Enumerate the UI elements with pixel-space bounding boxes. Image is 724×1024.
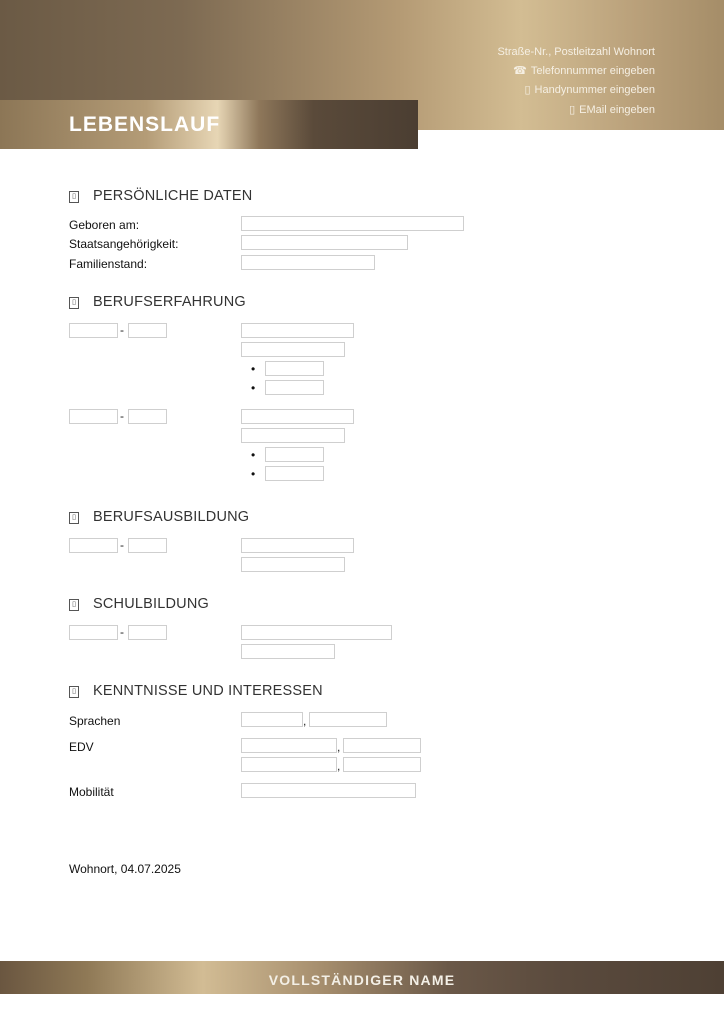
email-icon: ▯ (569, 104, 576, 116)
school-name-field[interactable] (241, 644, 335, 659)
contact-mobile-text[interactable]: Handynummer eingeben (534, 84, 655, 96)
experience-2-task-1-field[interactable] (265, 447, 324, 462)
training-end-field[interactable] (128, 538, 167, 553)
section-title-experience: BERUFSERFAHRUNG (93, 294, 246, 310)
contact-phone (513, 64, 655, 77)
nationality-field[interactable] (241, 235, 408, 250)
mobility-label: Mobilität (69, 785, 114, 799)
contact-phone-text[interactable]: Telefonnummer eingeben (530, 65, 655, 77)
experience-2-company-field[interactable] (241, 428, 345, 443)
born-label: Geboren am: (69, 218, 140, 232)
training-dash: - (120, 538, 124, 552)
experience-1-dash: - (120, 323, 124, 337)
experience-2-dash: - (120, 409, 124, 423)
experience-1-start-field[interactable] (69, 323, 118, 338)
contact-email-text[interactable]: EMail eingeben (579, 104, 655, 116)
mobility-field[interactable] (241, 783, 416, 798)
edv-3-field[interactable] (241, 757, 337, 772)
language-1-field[interactable] (241, 712, 303, 727)
edv-comma-2: , (337, 759, 341, 773)
training-institution-field[interactable] (241, 557, 345, 572)
edv-2-field[interactable] (343, 738, 421, 753)
contact-mobile (524, 83, 655, 96)
born-field[interactable] (241, 216, 464, 231)
training-title-field[interactable] (241, 538, 354, 553)
school-start-field[interactable] (69, 625, 118, 640)
experience-1-task-1-field[interactable] (265, 361, 324, 376)
school-degree-field[interactable] (241, 625, 392, 640)
edv-label: EDV (69, 740, 94, 754)
place-date: Wohnort, 04.07.2025 (69, 862, 181, 876)
section-title-school: SCHULBILDUNG (93, 596, 210, 612)
section-title-skills: KENNTNISSE UND INTERESSEN (93, 683, 323, 699)
edv-4-field[interactable] (343, 757, 421, 772)
experience-1-end-field[interactable] (128, 323, 167, 338)
edv-comma-1: , (337, 740, 341, 754)
training-start-field[interactable] (69, 538, 118, 553)
school-end-field[interactable] (128, 625, 167, 640)
experience-1-bullet-1: • (251, 362, 256, 376)
languages-label: Sprachen (69, 714, 121, 728)
experience-1-position-field[interactable] (241, 323, 354, 338)
experience-2-end-field[interactable] (128, 409, 167, 424)
experience-2-start-field[interactable] (69, 409, 118, 424)
training-section-icon: ▯ (69, 512, 79, 524)
contact-email (569, 103, 655, 116)
status-field[interactable] (241, 255, 375, 270)
skills-section-icon: ▯ (69, 686, 79, 698)
experience-2-position-field[interactable] (241, 409, 354, 424)
contact-address: Straße-Nr., Postleitzahl Wohnort (497, 46, 655, 58)
experience-2-task-2-field[interactable] (265, 466, 324, 481)
experience-1-task-2-field[interactable] (265, 380, 324, 395)
language-2-field[interactable] (309, 712, 387, 727)
experience-2-bullet-1: • (251, 448, 256, 462)
experience-2-bullet-2: • (251, 467, 256, 481)
page-title: LEBENSLAUF (69, 113, 221, 136)
experience-section-icon: ▯ (69, 297, 79, 309)
mobile-icon: ▯ (524, 84, 531, 96)
personal-section-icon: ▯ (69, 191, 79, 203)
edv-1-field[interactable] (241, 738, 337, 753)
nationality-label: Staatsangehörigkeit: (69, 237, 179, 251)
experience-1-company-field[interactable] (241, 342, 345, 357)
section-title-personal: PERSÖNLICHE DATEN (93, 188, 253, 204)
status-label: Familienstand: (69, 257, 148, 271)
school-section-icon: ▯ (69, 599, 79, 611)
language-comma: , (303, 714, 307, 728)
footer-full-name: VOLLSTÄNDIGER NAME (268, 972, 456, 988)
phone-icon: ☎ (513, 65, 527, 77)
experience-1-bullet-2: • (251, 381, 256, 395)
section-title-training: BERUFSAUSBILDUNG (93, 509, 250, 525)
school-dash: - (120, 625, 124, 639)
